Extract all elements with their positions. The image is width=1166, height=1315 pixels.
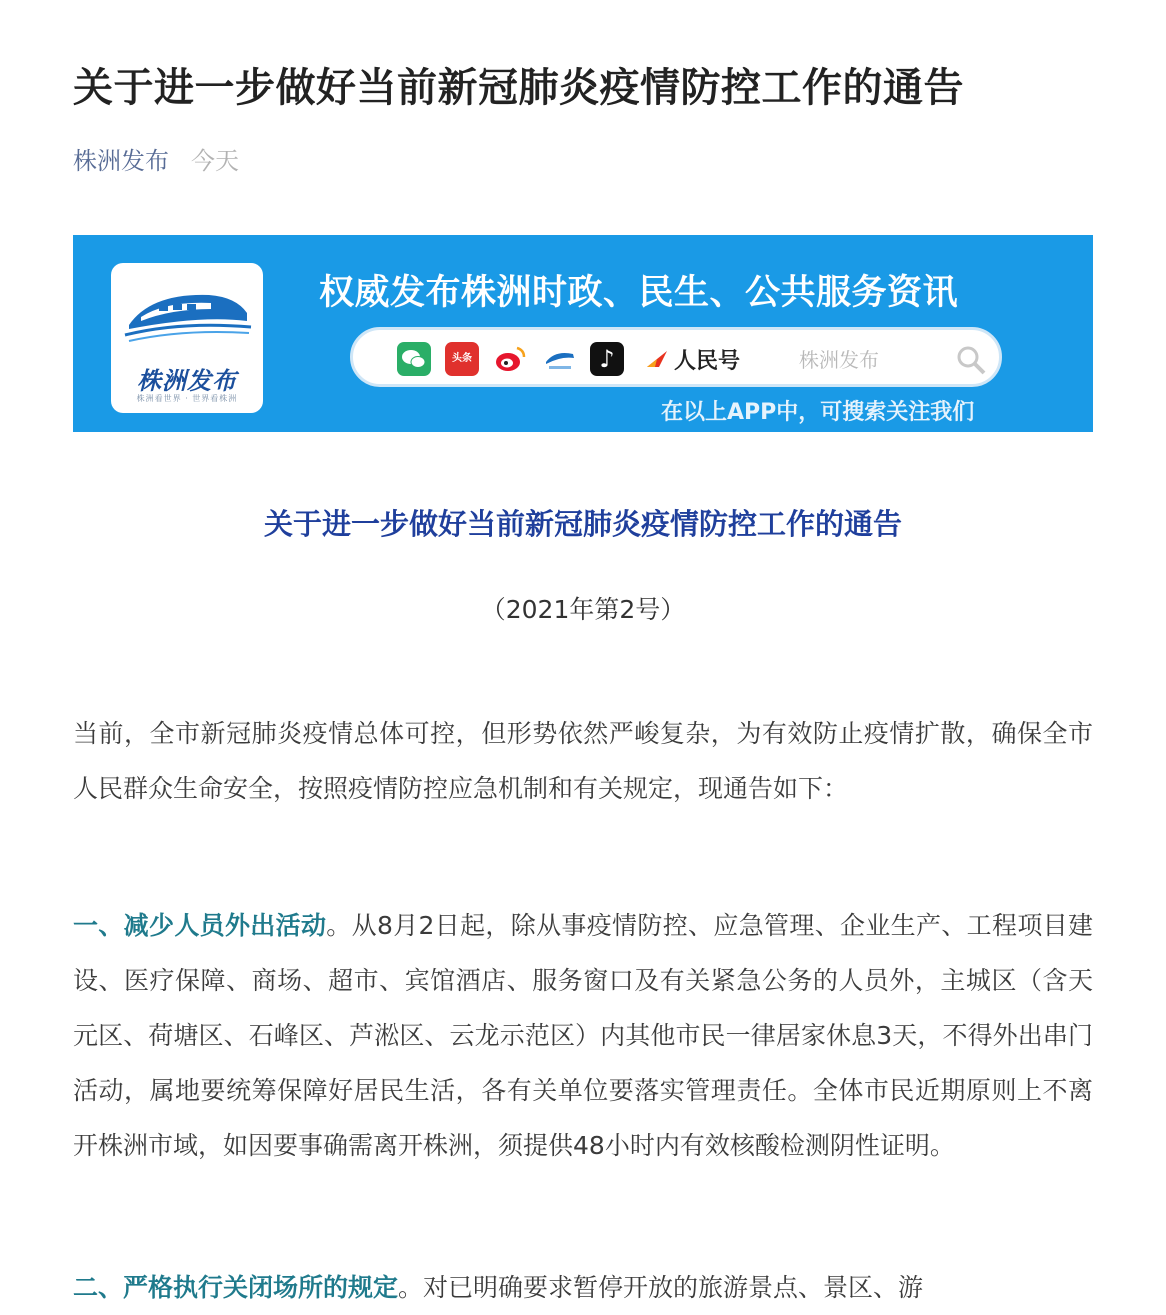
renminhao-badge bbox=[645, 342, 740, 376]
section-2-body: 。对已明确要求暂停开放的旅游景点、景区、游 bbox=[398, 1273, 924, 1302]
document-title: 关于进一步做好当前新冠肺炎疫情防控工作的通告 bbox=[263, 507, 902, 541]
banner-headline: 权威发布株洲时政、民生、公共服务资讯 bbox=[319, 273, 959, 313]
document-number: （2021年第2号） bbox=[480, 595, 686, 624]
section-2-heading: 二、严格执行关闭场所的规定 bbox=[73, 1273, 399, 1302]
intro-paragraph: 当前，全市新冠肺炎疫情总体可控，但形势依然严峻复杂，为有效防止疫情扩散，确保全市人民群众生命安全，按照疫情防控应急机制和有关规定，现通告如下： bbox=[73, 719, 1093, 803]
logo-text: 株洲发布 bbox=[137, 367, 237, 395]
article-meta bbox=[73, 138, 239, 178]
app-search-text: 株洲发布 bbox=[799, 348, 879, 372]
search-icon bbox=[953, 342, 989, 378]
zhuzhou-logo bbox=[111, 263, 263, 413]
section-1-heading: 一、减少人员外出活动 bbox=[73, 911, 327, 940]
promo-banner bbox=[73, 235, 1093, 432]
publish-time: 今天 bbox=[191, 146, 239, 175]
section-2-paragraph bbox=[73, 1260, 1093, 1315]
logo-subtitle: 株洲看世界 · 世界看株洲 bbox=[136, 394, 238, 403]
account-name-link[interactable]: 株洲发布 bbox=[73, 146, 169, 175]
weibo-icon bbox=[493, 342, 527, 376]
app-icon-bar bbox=[350, 327, 1002, 387]
train-logo-icon bbox=[111, 263, 263, 363]
banner-caption: 在以上APP中，可搜索关注我们 bbox=[661, 400, 975, 425]
article-title: 关于进一步做好当前新冠肺炎疫情防控工作的通告 bbox=[73, 65, 964, 111]
section-1-paragraph bbox=[73, 898, 1093, 1228]
wechat-icon bbox=[397, 342, 431, 376]
toutiao-icon: 头条 bbox=[445, 342, 479, 376]
zhuzhou-app-icon bbox=[543, 342, 577, 376]
renminhao-flag-icon bbox=[645, 349, 669, 369]
douyin-icon: ♪ bbox=[590, 342, 624, 376]
section-1-body: 。从8月2日起，除从事疫情防控、应急管理、企业生产、工程项目建设、医疗保障、商场、超市、宾馆酒店、服务窗口及有关紧急公务的人员外，主城区（含天元区、荷塘区、石峰区、芦淞区、云龙示范区）内其他市民一律居家休息3天，不得外出串门活动，属地要统筹保障好居民生活，各有关单位要落实管理责任。全体市民近期原则上不离开株洲市域，如因要事确需离开株洲，须提供48小时内有效核酸检测阴性证明。 bbox=[73, 911, 1093, 1160]
renminhao-label: 人民号 bbox=[674, 348, 741, 374]
